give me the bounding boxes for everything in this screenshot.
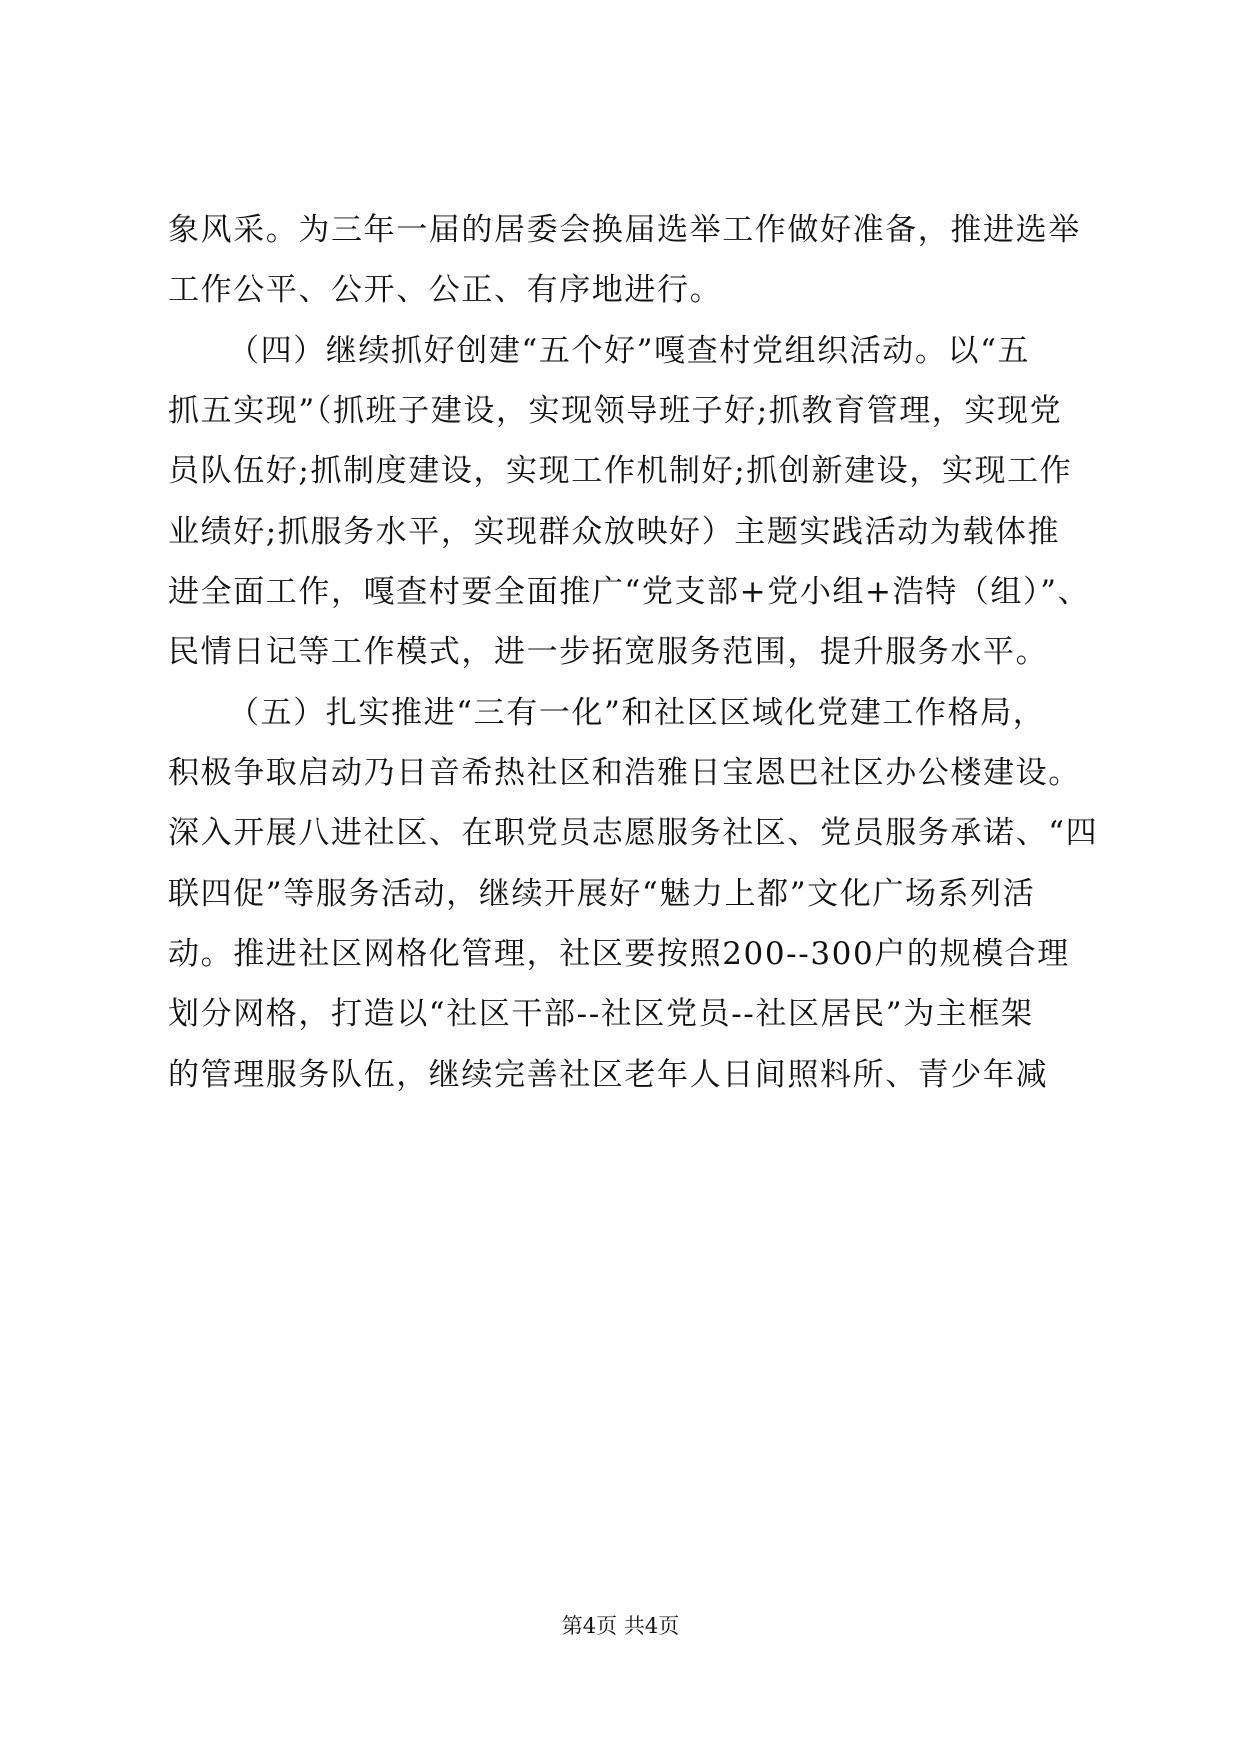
- section-four-first-line: （四）继续抓好创建“五个好”嘎查村党组织活动。以“五: [228, 333, 1031, 369]
- body-text-line: 深入开展八进社区、在职党员志愿服务社区、党员服务承诺、“四: [168, 815, 1099, 851]
- page-number-footer: 第4页 共4页: [561, 1614, 680, 1638]
- body-text-line: 员队伍好;抓制度建设，实现工作机制好;抓创新建设，实现工作: [168, 453, 1073, 489]
- section-five-first-line: （五）扎实推进“三有一化”和社区区域化党建工作格局，: [228, 695, 1046, 731]
- body-text-line: 象风采。为三年一届的居委会换届选举工作做好准备，推进选举: [168, 212, 1081, 248]
- body-text-line: 积极争取启动乃日音希热社区和浩雅日宝恩巴社区办公楼建设。: [168, 755, 1081, 791]
- body-text-line: 民情日记等工作模式，进一步拓宽服务范围，提升服务水平。: [168, 634, 1049, 670]
- body-text-line: 抓五实现”（抓班子建设，实现领导班子好;抓教育管理，实现党: [168, 393, 1063, 429]
- body-text-line: 进全面工作，嘎查村要全面推广“党支部+党小组+浩特（组）”、: [168, 574, 1091, 610]
- body-text-line: 动。推进社区网格化管理，社区要按照200--300户的规模合理: [168, 936, 1070, 972]
- body-text-line: 业绩好;抓服务水平，实现群众放映好）主题实践活动为载体推: [168, 514, 1061, 550]
- body-text-line: 联四促”等服务活动，继续开展好“魅力上都”文化广场系列活: [168, 876, 1036, 912]
- body-text-line: 的管理服务队伍，继续完善社区老年人日间照料所、青少年减: [168, 1057, 1049, 1093]
- body-text-line: 工作公平、公开、公正、有序地进行。: [168, 272, 723, 308]
- body-text-line: 划分网格，打造以“社区干部--社区党员--社区居民”为主框架: [168, 996, 1034, 1032]
